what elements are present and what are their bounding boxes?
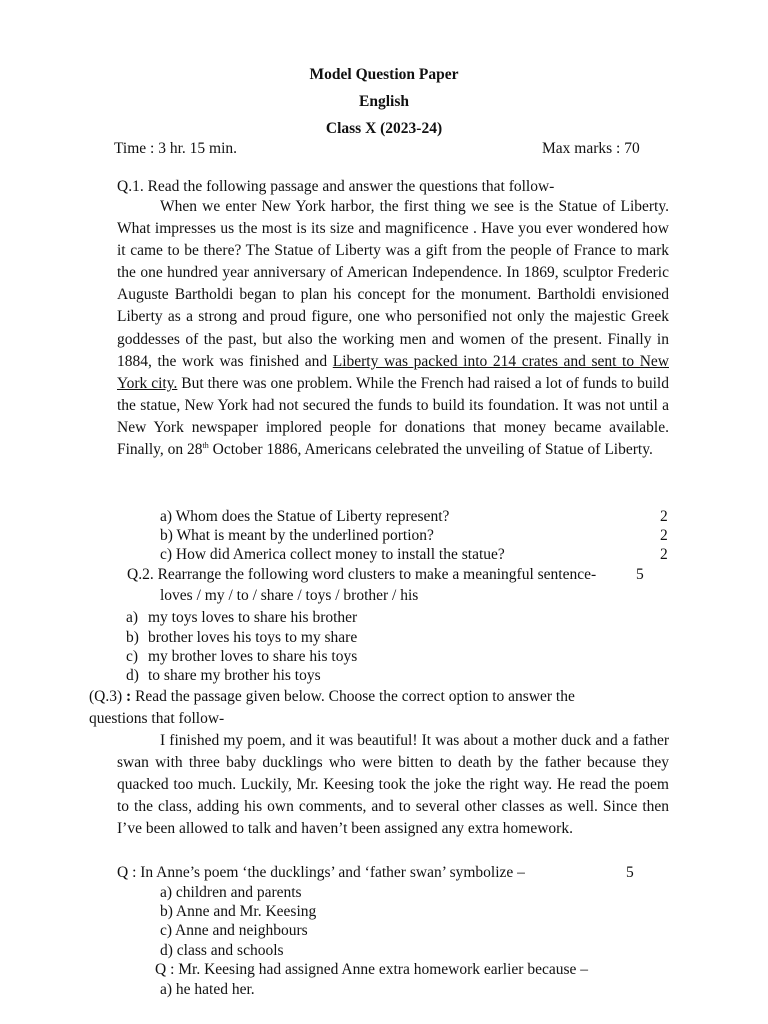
time-label: Time : 3 hr. 15 min. [114,140,238,157]
q2-option-a: my toys loves to share his brother [148,609,358,626]
q3-q1-option-c: c) Anne and neighbours [160,922,308,939]
max-marks-label: Max marks : 70 [542,140,640,157]
q2-option-d-label: d) [126,667,139,684]
q3-q1-option-b: b) Anne and Mr. Keesing [160,903,317,920]
q3-passage: I finished my poem, and it was beautiful! It was about a mother duck and a father swan with three baby ducklings who were bitten to death by the father because they quacked too much. Luckily, Mr. Keesing took the joke the right way. He read the poem to the class, adding his own comments, and to several other classes as well. Since then I’ve been allowed to talk and haven’t been assigned any extra homework. [117,732,669,838]
q1-prompt: Q.1. Read the following passage and answer the questions that follow- [117,178,555,195]
q1-question-a-marks: 2 [660,508,668,525]
q3-question-1: Q : In Anne’s poem ‘the ducklings’ and ‘father swan’ symbolize – [117,864,525,881]
q2-option-d: to share my brother his toys [148,667,321,684]
q3-prompt-continued: questions that follow- [89,710,225,727]
q2-prompt: Q.2. Rearrange the following word clusters to make a meaningful sentence- [127,566,597,583]
q3-question-1-marks: 5 [626,864,634,881]
q2-marks: 5 [636,566,644,583]
q1-question-a: a) Whom does the Statue of Liberty represent? [160,508,450,525]
q1-question-b-marks: 2 [660,527,668,544]
paper-subject: English [359,93,409,110]
q1-passage-part3: October 1886, Americans celebrated the unveiling of Statue of Liberty. [208,441,653,459]
q3-q2-option-a: a) he hated her. [160,981,255,998]
paper-class: Class X (2023-24) [325,120,443,137]
q1-question-b: b) What is meant by the underlined portion? [160,527,434,544]
q1-passage [117,196,669,461]
paper-title: Model Question Paper [309,66,459,83]
q3-q1-option-d: d) class and schools [160,942,284,959]
q3-colon: : [122,688,136,705]
q2-option-c: my brother loves to share his toys [148,648,358,665]
q1-passage-part1: When we enter New York harbor, the first thing we see is the Statue of Liberty. What impresses us the most is its size and magnificence . Have you ever wondered how it came to be there? The Statue of Liberty was a gift from the people of France to mark the one hundred year anniversary of American Independence. In 1869, sculptor Frederic Auguste Bartholdi began to plan his concept for the monument. Bartholdi envisioned Liberty as a strong and proud figure, one who personified not only the majestic Greek goddesses of the past, but also the working men and women of the present. Finally in 1884, the work was finished and [117,198,669,370]
q1-underlined-portion: Liberty was packed into 214 crates and sent to New York city. [117,352,669,392]
q2-option-c-label: c) [126,648,139,665]
q3-q1-option-a: a) children and parents [160,884,302,901]
q3-prompt-line [89,686,575,708]
q2-option-b-label: b) [126,629,139,646]
q3-prompt: Read the passage given below. Choose the correct option to answer the [135,688,575,705]
q1-question-c-marks: 2 [660,546,668,563]
q3-label: (Q.3) [89,688,123,705]
q2-option-b: brother loves his toys to my share [148,629,358,646]
q1-question-c: c) How did America collect money to install the statue? [160,546,505,563]
q1-passage-part2: But there was one problem. While the French had raised a lot of funds to build the statue, New York had not secured the funds to build its foundation. It was not until a New York newspaper implored people for donations that money became available. Finally, on 28 [117,374,669,459]
q3-question-2: Q : Mr. Keesing had assigned Anne extra homework earlier because – [155,961,589,978]
q2-option-a-label: a) [126,609,139,626]
q2-word-clusters: loves / my / to / share / toys / brother / his [160,587,419,604]
q1-passage-sup: th [202,441,209,451]
